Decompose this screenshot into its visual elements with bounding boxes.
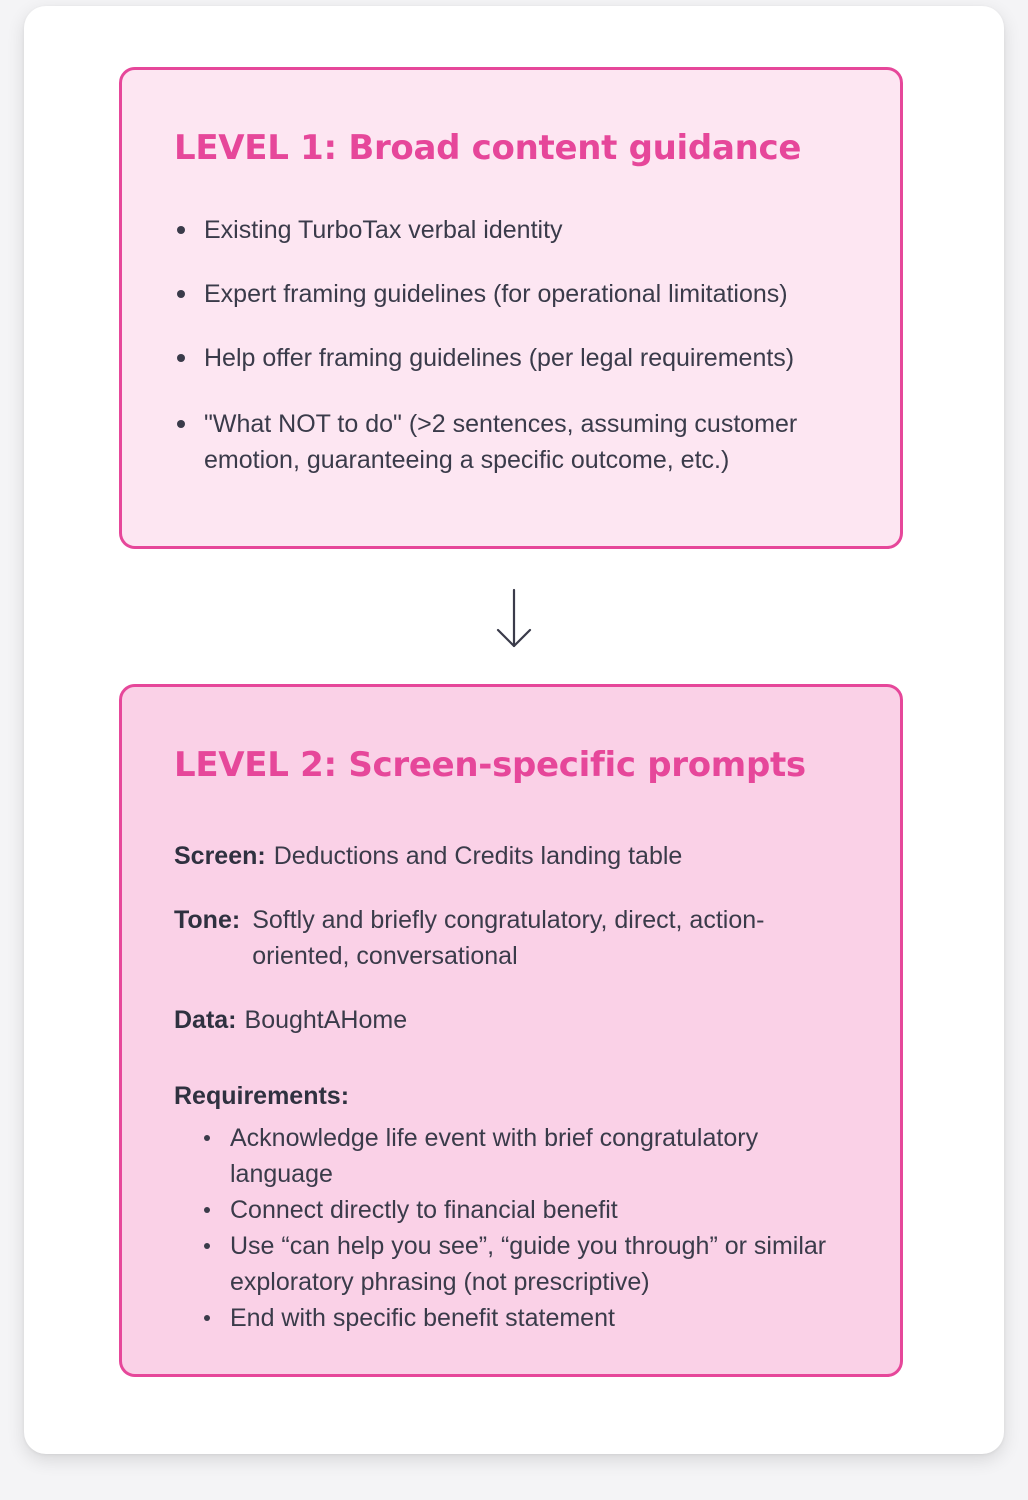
bullet-icon — [177, 354, 185, 362]
tone-field — [174, 902, 812, 974]
level-1-box — [119, 67, 903, 549]
data-value: BoughtAHome — [244, 1006, 408, 1034]
tone-label: Tone: — [174, 906, 241, 934]
level-1-title: LEVEL 1: Broad content guidance — [174, 128, 802, 168]
bullet-icon — [204, 1135, 210, 1141]
list-item: Use “can help you see”, “guide you through” or similar exploratory phrasing (not prescriptive) — [202, 1228, 862, 1300]
screen-value: Deductions and Credits landing table — [273, 842, 683, 870]
bullet-icon — [204, 1243, 210, 1249]
bullet-icon — [204, 1207, 210, 1213]
screen-label: Screen: — [174, 842, 266, 870]
level-2-box — [119, 684, 903, 1377]
data-label: Data: — [174, 1006, 237, 1034]
screen-field — [174, 838, 682, 874]
list-item: Help offer framing guidelines (per legal requirements) — [174, 340, 854, 376]
level-2-title: LEVEL 2: Screen-specific prompts — [174, 745, 806, 785]
list-item: Acknowledge life event with brief congratulatory language — [202, 1120, 862, 1192]
data-field — [174, 1002, 407, 1038]
requirements-list — [202, 1120, 862, 1336]
list-item: Expert framing guidelines (for operational limitations) — [174, 276, 854, 312]
list-item: Existing TurboTax verbal identity — [174, 212, 854, 248]
list-item: End with specific benefit statement — [202, 1300, 862, 1336]
tone-value: Softly and briefly congratulatory, direct, action-oriented, conversational — [252, 906, 765, 970]
down-arrow-icon — [494, 588, 534, 650]
list-item: Connect directly to financial benefit — [202, 1192, 862, 1228]
list-item: "What NOT to do" (>2 sentences, assuming customer emotion, guaranteeing a specific outcome, etc.) — [174, 406, 854, 478]
requirements-label: Requirements: — [174, 1082, 350, 1110]
bullet-icon — [204, 1315, 210, 1321]
bullet-icon — [177, 226, 185, 234]
bullet-icon — [177, 290, 185, 298]
bullet-icon — [177, 420, 185, 428]
